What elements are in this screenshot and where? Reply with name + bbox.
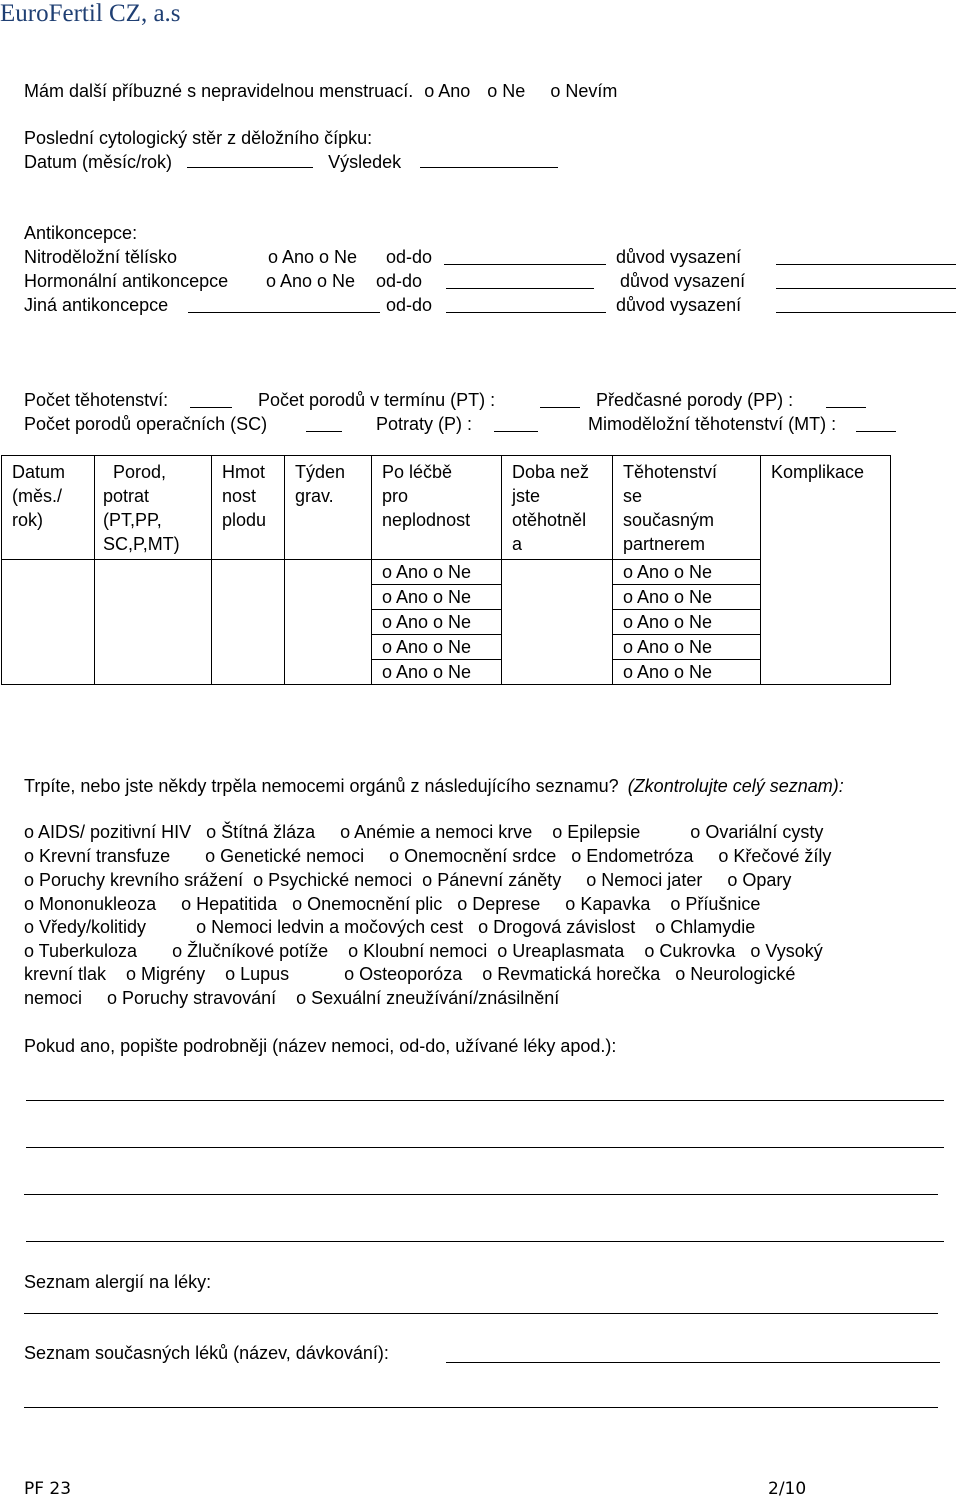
- treatment-answer[interactable]: o Ano o Ne: [372, 635, 502, 660]
- abortions-field[interactable]: [494, 415, 538, 432]
- disease-line-4[interactable]: o Mononukleoza o Hepatitida o Onemocnění plic o Deprese o Kapavka o Příušnice: [24, 894, 761, 914]
- allergies-label: Seznam alergií na léky:: [24, 1272, 212, 1292]
- table-row: [2, 560, 891, 585]
- iud-period-label: od-do: [386, 247, 433, 267]
- cesarean-field[interactable]: [306, 415, 342, 432]
- disease-line-1[interactable]: o AIDS/ pozitivní HIV o Štítná žláza o Anémie a nemoci krve o Epilepsie o Ovariální cysty: [24, 822, 824, 842]
- contraception-title: Antikoncepce:: [24, 223, 138, 243]
- allergies-field[interactable]: [24, 1312, 938, 1314]
- relatives-row: [24, 80, 617, 102]
- cytology-row: [24, 151, 558, 173]
- hormonal-reason-label: důvod vysazení: [620, 271, 746, 291]
- cytology-result-field[interactable]: [420, 151, 558, 168]
- treatment-answer[interactable]: o Ano o Ne: [372, 560, 502, 585]
- header-birth-type: Porod, potrat (PT,PP, SC,P,MT): [95, 456, 212, 560]
- treatment-answer[interactable]: o Ano o Ne: [372, 610, 502, 635]
- other-contraception-field[interactable]: [188, 296, 380, 313]
- disease-line-2[interactable]: o Krevní transfuze o Genetické nemoci o Onemocnění srdce o Endometróza o Křečové žíly: [24, 846, 832, 866]
- cell-birth-type[interactable]: [95, 560, 212, 685]
- hormonal-period-label: od-do: [376, 271, 423, 291]
- cell-date[interactable]: [2, 560, 95, 685]
- header-treatment: Po léčbě pro neplodnost: [372, 456, 502, 560]
- cell-time-to-conceive[interactable]: [502, 560, 613, 685]
- details-line-3[interactable]: [24, 1193, 938, 1195]
- cytology-result-label: Výsledek: [328, 152, 402, 172]
- pregnancy-count-field[interactable]: [190, 391, 232, 408]
- partner-answer[interactable]: o Ano o Ne: [613, 585, 761, 610]
- medications-label: Seznam současných léků (název, dávkování):: [24, 1343, 389, 1363]
- other-reason-label: důvod vysazení: [616, 295, 742, 315]
- footer-page-number: 2/10: [768, 1479, 807, 1499]
- ectopic-label: Mimoděložní těhotenství (MT) :: [588, 414, 837, 434]
- other-contraception-label: Jiná antikoncepce: [24, 295, 169, 315]
- partner-answer[interactable]: o Ano o Ne: [613, 635, 761, 660]
- other-period-label: od-do: [386, 295, 433, 315]
- diseases-question: Trpíte, nebo jste někdy trpěla nemocemi orgánů z následujícího seznamu?: [24, 776, 619, 796]
- preterm-label: Předčasné porody (PP) :: [596, 390, 794, 410]
- pregnancy-table: [1, 455, 891, 685]
- diseases-question-row: [24, 775, 844, 797]
- partner-answer[interactable]: o Ano o Ne: [613, 660, 761, 685]
- partner-answer[interactable]: o Ano o Ne: [613, 560, 761, 585]
- cesarean-label: Počet porodů operačních (SC): [24, 414, 268, 434]
- pregnancy-count-label: Počet těhotenství:: [24, 390, 169, 410]
- partner-answer[interactable]: o Ano o Ne: [613, 610, 761, 635]
- medications-field[interactable]: [24, 1406, 938, 1408]
- cell-weight[interactable]: [212, 560, 285, 685]
- cytology-date-field[interactable]: [187, 151, 313, 168]
- cytology-date-label: Datum (měsíc/rok): [24, 152, 173, 172]
- company-header: EuroFertil CZ, a.s: [0, 0, 181, 27]
- disease-line-8[interactable]: nemoci o Poruchy stravování o Sexuální zneužívání/znásilnění: [24, 988, 560, 1008]
- iud-period-field[interactable]: [444, 248, 606, 265]
- details-line-1[interactable]: [26, 1099, 944, 1101]
- header-complications: Komplikace: [761, 456, 891, 685]
- iud-reason-label: důvod vysazení: [616, 247, 742, 267]
- treatment-answer[interactable]: o Ano o Ne: [372, 585, 502, 610]
- disease-line-5[interactable]: o Vředy/kolitidy o Nemoci ledvin a močových cest o Drogová závislost o Chlamydie: [24, 917, 756, 937]
- table-header-row: [2, 456, 891, 560]
- hormonal-options[interactable]: o Ano o Ne: [266, 271, 356, 291]
- details-line-2[interactable]: [26, 1146, 944, 1148]
- cell-week[interactable]: [285, 560, 372, 685]
- disease-line-7[interactable]: krevní tlak o Migrény o Lupus o Osteoporóza o Revmatická horečka o Neurologické: [24, 964, 796, 984]
- iud-reason-field[interactable]: [776, 248, 956, 265]
- hormonal-label: Hormonální antikoncepce: [24, 271, 229, 291]
- option-yes[interactable]: o Ano: [424, 81, 471, 101]
- details-line-4[interactable]: [26, 1240, 944, 1242]
- header-week: Týden grav.: [285, 456, 372, 560]
- ectopic-field[interactable]: [856, 415, 896, 432]
- iud-options[interactable]: o Ano o Ne: [268, 247, 358, 267]
- medications-field-inline[interactable]: [446, 1361, 940, 1363]
- header-weight: Hmot nost plodu: [212, 456, 285, 560]
- term-births-label: Počet porodů v termínu (PT) :: [258, 390, 496, 410]
- cytology-title: Poslední cytologický stěr z děložního čípku:: [24, 128, 373, 148]
- hormonal-period-field[interactable]: [446, 272, 594, 289]
- other-period-field[interactable]: [446, 296, 606, 313]
- details-prompt: Pokud ano, popište podrobněji (název nemoci, od-do, užívané léky apod.):: [24, 1036, 617, 1056]
- header-date: Datum (měs./ rok): [2, 456, 95, 560]
- disease-line-3[interactable]: o Poruchy krevního srážení o Psychické nemoci o Pánevní záněty o Nemoci jater o Opary: [24, 870, 792, 890]
- hormonal-reason-field[interactable]: [776, 272, 956, 289]
- preterm-field[interactable]: [826, 391, 866, 408]
- header-current-partner: Těhotenství se současným partnerem: [613, 456, 761, 560]
- treatment-answer[interactable]: o Ano o Ne: [372, 660, 502, 685]
- other-reason-field[interactable]: [776, 296, 956, 313]
- abortions-label: Potraty (P) :: [376, 414, 473, 434]
- header-time-to-conceive: Doba než jste otěhotněl a: [502, 456, 613, 560]
- iud-label: Nitroděložní tělísko: [24, 247, 178, 267]
- option-no[interactable]: o Ne: [487, 81, 526, 101]
- diseases-instruction: (Zkontrolujte celý seznam):: [627, 776, 844, 796]
- option-unknown[interactable]: o Nevím: [550, 81, 618, 101]
- footer-code: PF 23: [24, 1479, 72, 1499]
- relatives-question: Mám další příbuzné s nepravidelnou menstruací.: [24, 81, 414, 101]
- disease-line-6[interactable]: o Tuberkuloza o Žlučníkové potíže o Kloubní nemoci o Ureaplasmata o Cukrovka o Vysoký: [24, 941, 823, 961]
- term-births-field[interactable]: [540, 391, 580, 408]
